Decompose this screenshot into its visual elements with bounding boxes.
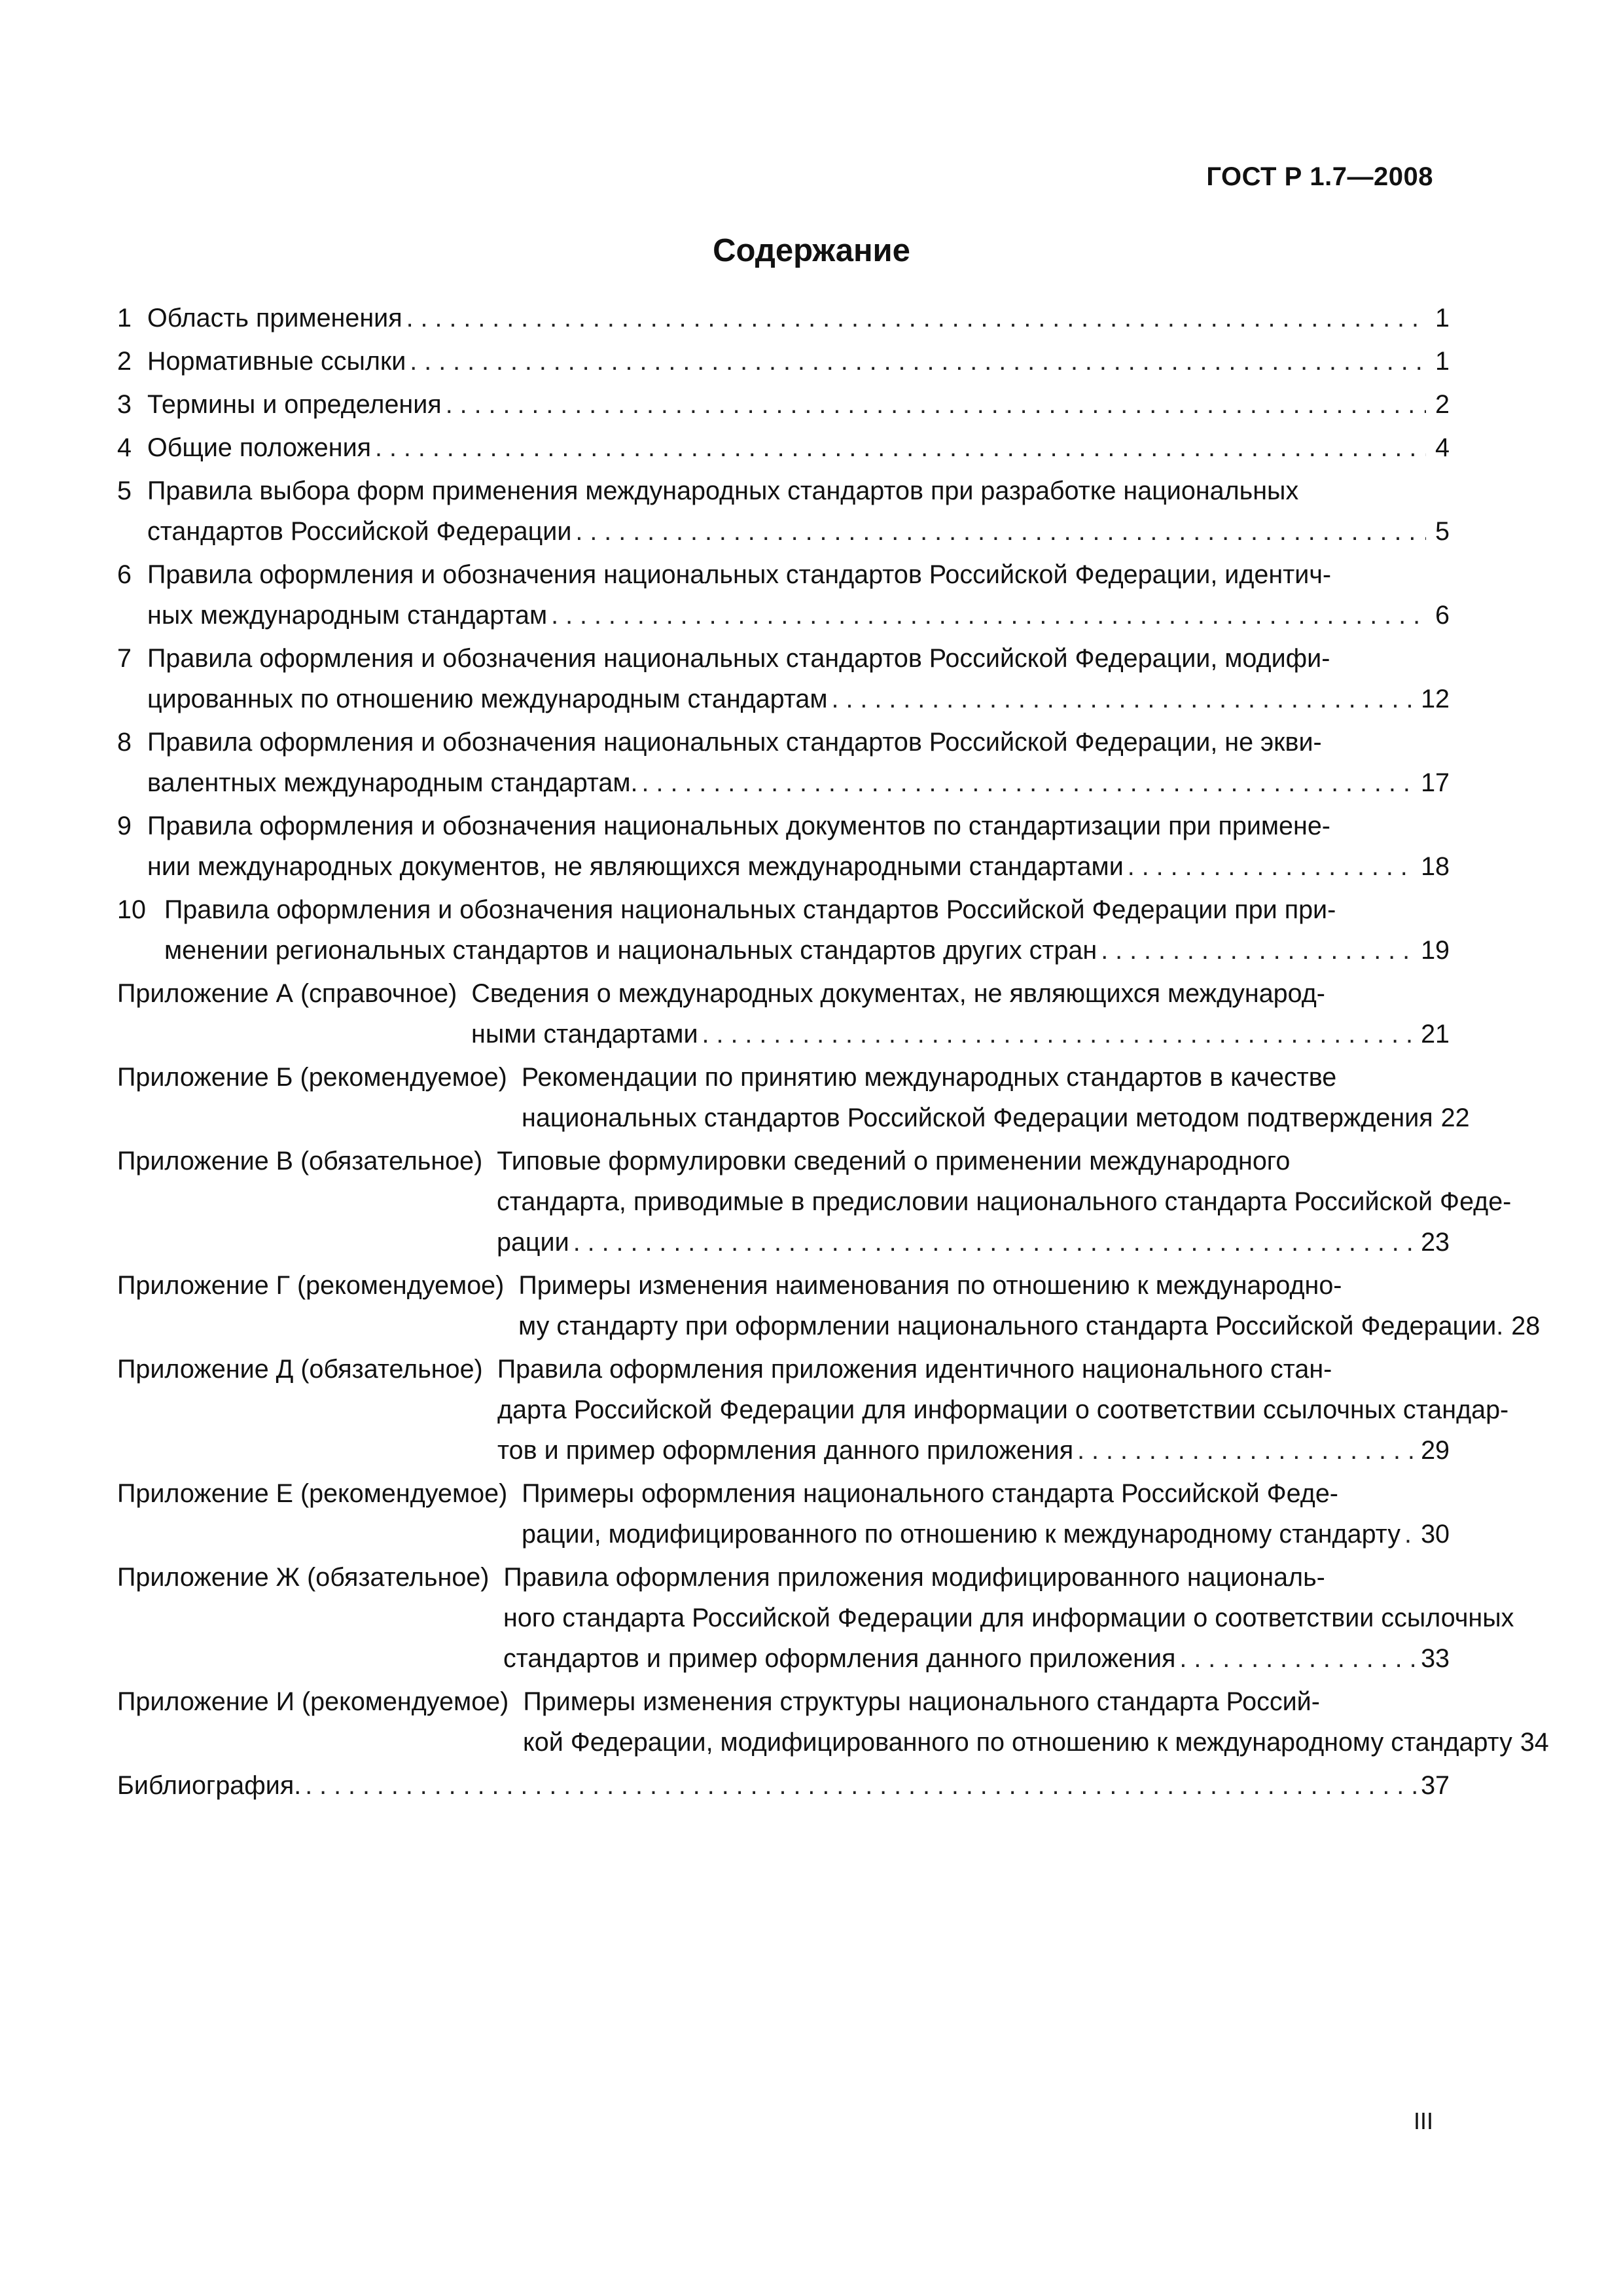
toc-entry[interactable] [117, 722, 1450, 803]
appendix-head [117, 1681, 1450, 1722]
toc-entry-text: стандартов Российской Федерации [147, 517, 572, 546]
toc-entry-text: ными стандартами [471, 1020, 698, 1049]
toc-page-number: 12 [1421, 685, 1450, 713]
appendix-title-first-line: Сведения о международных документах, не являющихся международ- [471, 979, 1325, 1008]
leader-line [497, 1222, 1450, 1263]
appendix-title-rest [471, 1014, 1450, 1054]
appendix-body [117, 1265, 1541, 1346]
toc-entry-text: цированных по отношению международным стандартам [147, 685, 828, 713]
appendix-label: Приложение И (рекомендуемое) [117, 1687, 509, 1716]
toc-page-number: 29 [1421, 1436, 1450, 1465]
toc-page-number: 30 [1421, 1520, 1450, 1549]
page-number: III [1413, 2108, 1433, 2134]
toc-page-number: 21 [1421, 1020, 1450, 1049]
appendix-title-rest [497, 1390, 1509, 1471]
toc-entry-body [147, 471, 1450, 552]
leader-line [497, 1430, 1450, 1471]
toc-entry[interactable] [117, 806, 1450, 887]
toc-page-number: 22 [1440, 1103, 1470, 1132]
dot-leader [1101, 930, 1417, 971]
toc-entry-number: 3 [117, 390, 132, 419]
appendix-title-rest [503, 1598, 1514, 1679]
toc-page-number: 17 [1421, 768, 1450, 797]
appendix-entry[interactable] [117, 1349, 1509, 1471]
leader-line [522, 1514, 1450, 1554]
toc-entry-text: рации [497, 1228, 569, 1257]
leader-line [147, 846, 1450, 887]
toc-entry-line: Правила оформления и обозначения национальных стандартов Российской Федерации, не экви- [147, 728, 1322, 757]
appendix-entry[interactable] [117, 1141, 1512, 1263]
appendix-body [117, 1557, 1514, 1679]
toc-entry-text: тов и пример оформления данного приложения [497, 1436, 1074, 1465]
dot-leader [575, 511, 1426, 552]
appendix-title-line: стандарта, приводимые в предисловии национального стандарта Российской Феде- [497, 1187, 1512, 1216]
appendix-label: Приложение Г (рекомендуемое) [117, 1271, 505, 1300]
leader-line [147, 511, 1450, 552]
dot-leader [702, 1014, 1418, 1054]
appendix-head [117, 1141, 1450, 1181]
toc-page-number: 1 [1435, 347, 1450, 376]
leader-line [147, 427, 1450, 468]
appendix-title-first-line: Примеры изменения наименования по отношению к международно- [518, 1271, 1342, 1300]
appendix-body [117, 1057, 1470, 1138]
toc-entry[interactable] [117, 298, 1450, 338]
toc-entry-text: национальных стандартов Российской Федерации методом подтверждения [522, 1103, 1433, 1132]
document-code: ГОСТ Р 1.7—2008 [1206, 162, 1433, 191]
leader-line [523, 1722, 1549, 1763]
dot-leader [573, 1222, 1417, 1263]
appendix-title-first-line: Рекомендации по принятию международных стандартов в качестве [521, 1063, 1337, 1092]
toc-entry-body [164, 889, 1450, 971]
toc-entry-text: нии международных документов, не являющихся международными стандартами [147, 852, 1124, 881]
toc-entry-text: му стандарту при оформлении национального стандарта Российской Федерации. [518, 1312, 1504, 1340]
appendix-head [117, 1349, 1450, 1390]
appendix-title-line: ного стандарта Российской Федерации для информации о соответствии ссылочных [503, 1604, 1514, 1632]
leader-line [147, 595, 1450, 636]
toc-entry-body [147, 384, 1450, 425]
toc-entry-text: кой Федерации, модифицированного по отношению к международному стандарту [523, 1728, 1512, 1757]
dot-leader [1404, 1514, 1417, 1554]
leader-line [471, 1014, 1450, 1054]
toc-entry-line: Правила оформления и обозначения национальных документов по стандартизации при примене- [147, 812, 1330, 840]
toc-entry-number: 6 [117, 560, 132, 589]
toc-entry-text: Нормативные ссылки [147, 347, 406, 376]
toc-page-number: 37 [1421, 1771, 1450, 1800]
appendix-title-rest [522, 1098, 1470, 1138]
toc-entry-body [147, 806, 1450, 887]
toc-entry-number: 4 [117, 433, 132, 462]
toc-entry[interactable] [117, 427, 1450, 468]
toc-entry-line: Правила оформления и обозначения национальных стандартов Российской Федерации, идентич- [147, 560, 1332, 589]
leader-line [147, 762, 1450, 803]
toc-entry[interactable] [117, 889, 1450, 971]
leader-line [147, 384, 1450, 425]
appendix-entry[interactable] [117, 1265, 1541, 1346]
dot-leader [832, 679, 1418, 719]
leader-line [164, 930, 1450, 971]
appendix-entry[interactable] [117, 1681, 1549, 1763]
toc-entry-number: 5 [117, 476, 132, 505]
appendix-label: Приложение Б (рекомендуемое) [117, 1063, 507, 1092]
appendix-entry[interactable] [117, 973, 1450, 1054]
leader-line [147, 679, 1450, 719]
toc-entry-line: Правила оформления и обозначения национальных стандартов Российской Федерации, модифи- [147, 644, 1330, 673]
dot-leader [375, 427, 1426, 468]
toc-entry[interactable] [117, 638, 1450, 719]
leader-line [522, 1098, 1470, 1138]
toc-entry-body [147, 722, 1450, 803]
appendix-title-first-line: Примеры оформления национального стандарта Российской Феде- [522, 1479, 1338, 1508]
appendix-body [117, 1349, 1509, 1471]
toc-page-number: 4 [1435, 433, 1450, 462]
leader-line [117, 1765, 1450, 1806]
table-of-contents [117, 298, 1549, 1806]
toc-entry-body [147, 298, 1450, 338]
toc-entry-body [147, 638, 1450, 719]
toc-page-number: 5 [1435, 517, 1450, 546]
leader-line [147, 341, 1450, 382]
toc-page-number: 1 [1435, 304, 1450, 332]
toc-page-number: 18 [1421, 852, 1450, 881]
toc-entry[interactable] [117, 341, 1450, 382]
toc-entry-text: Термины и определения [147, 390, 442, 419]
toc-entry-text: Общие положения [147, 433, 372, 462]
bibliography-entry[interactable] [117, 1765, 1450, 1806]
appendix-label: Приложение Е (рекомендуемое) [117, 1479, 508, 1508]
toc-entry-number: 10 [117, 895, 146, 924]
appendix-body [117, 1473, 1450, 1554]
appendix-title-rest [523, 1722, 1549, 1763]
toc-page-number: 6 [1435, 601, 1450, 630]
appendix-title-rest [522, 1514, 1450, 1554]
page-title: Содержание [713, 233, 910, 268]
toc-entry-text: ных международным стандартам [147, 601, 548, 630]
toc-entry-body [147, 427, 1450, 468]
dot-leader [305, 1765, 1417, 1806]
toc-entry-text: менении региональных стандартов и национальных стандартов других стран [164, 936, 1097, 965]
dot-leader [446, 384, 1426, 425]
appendix-entry[interactable] [117, 1473, 1450, 1554]
toc-entry[interactable] [117, 471, 1450, 552]
leader-line [147, 298, 1450, 338]
toc-page-number: 19 [1421, 936, 1450, 965]
toc-entry[interactable] [117, 554, 1450, 636]
dot-leader [410, 341, 1426, 382]
toc-entry-text: валентных международным стандартам. [147, 768, 638, 797]
appendix-title-first-line: Правила оформления приложения модифицированного националь- [503, 1563, 1325, 1592]
appendix-label: Приложение Д (обязательное) [117, 1355, 483, 1384]
toc-page-number: 28 [1511, 1312, 1541, 1340]
toc-entry-number: 7 [117, 644, 132, 673]
appendix-label: Приложение А (справочное) [117, 979, 457, 1008]
toc-entry-number: 9 [117, 812, 132, 840]
toc-page-number: 23 [1421, 1228, 1450, 1257]
appendix-head [117, 973, 1450, 1014]
appendix-head [117, 1473, 1450, 1514]
toc-entry-text: Библиография. [117, 1771, 302, 1800]
appendix-body [117, 973, 1450, 1054]
toc-page-number: 33 [1421, 1644, 1450, 1673]
appendix-entry[interactable] [117, 1557, 1514, 1679]
appendix-body [117, 1681, 1549, 1763]
appendix-title-first-line: Типовые формулировки сведений о применении международного [497, 1147, 1291, 1175]
appendix-body [117, 1141, 1512, 1263]
dot-leader [1128, 846, 1417, 887]
appendix-label: Приложение Ж (обязательное) [117, 1563, 490, 1592]
leader-line [503, 1638, 1450, 1679]
toc-entry-text: рации, модифицированного по отношению к международному стандарту [522, 1520, 1400, 1549]
toc-entry-number: 1 [117, 304, 132, 332]
toc-entry-line: Правила оформления и обозначения национальных стандартов Российской Федерации при при- [164, 895, 1336, 924]
appendix-title-line: дарта Российской Федерации для информации о соответствии ссылочных стандар- [497, 1395, 1509, 1424]
toc-entry[interactable] [117, 384, 1450, 425]
appendix-head [117, 1557, 1450, 1598]
appendix-entry[interactable] [117, 1057, 1470, 1138]
appendix-label: Приложение В (обязательное) [117, 1147, 483, 1175]
toc-entry-body [147, 341, 1450, 382]
toc-entry-text: стандартов и пример оформления данного приложения [503, 1644, 1176, 1673]
toc-page-number: 34 [1520, 1728, 1549, 1757]
dot-leader [1077, 1430, 1417, 1471]
appendix-title-rest [518, 1306, 1541, 1346]
toc-entry-body [147, 554, 1450, 636]
appendix-title-first-line: Правила оформления приложения идентичного национального стан- [497, 1355, 1332, 1384]
dot-leader [406, 298, 1426, 338]
dot-leader [551, 595, 1426, 636]
toc-entry-text: Область применения [147, 304, 402, 332]
appendix-title-rest [497, 1181, 1512, 1263]
dot-leader [642, 762, 1418, 803]
toc-entry-number: 2 [117, 347, 132, 376]
bibliography-body [117, 1765, 1450, 1806]
appendix-title-first-line: Примеры изменения структуры национального стандарта Россий- [523, 1687, 1320, 1716]
appendix-head [117, 1265, 1450, 1306]
appendix-head [117, 1057, 1450, 1098]
toc-page-number: 2 [1435, 390, 1450, 419]
toc-entry-line: Правила выбора форм применения международных стандартов при разработке национальных [147, 476, 1299, 505]
dot-leader [1179, 1638, 1417, 1679]
toc-entry-number: 8 [117, 728, 132, 757]
leader-line [518, 1306, 1541, 1346]
